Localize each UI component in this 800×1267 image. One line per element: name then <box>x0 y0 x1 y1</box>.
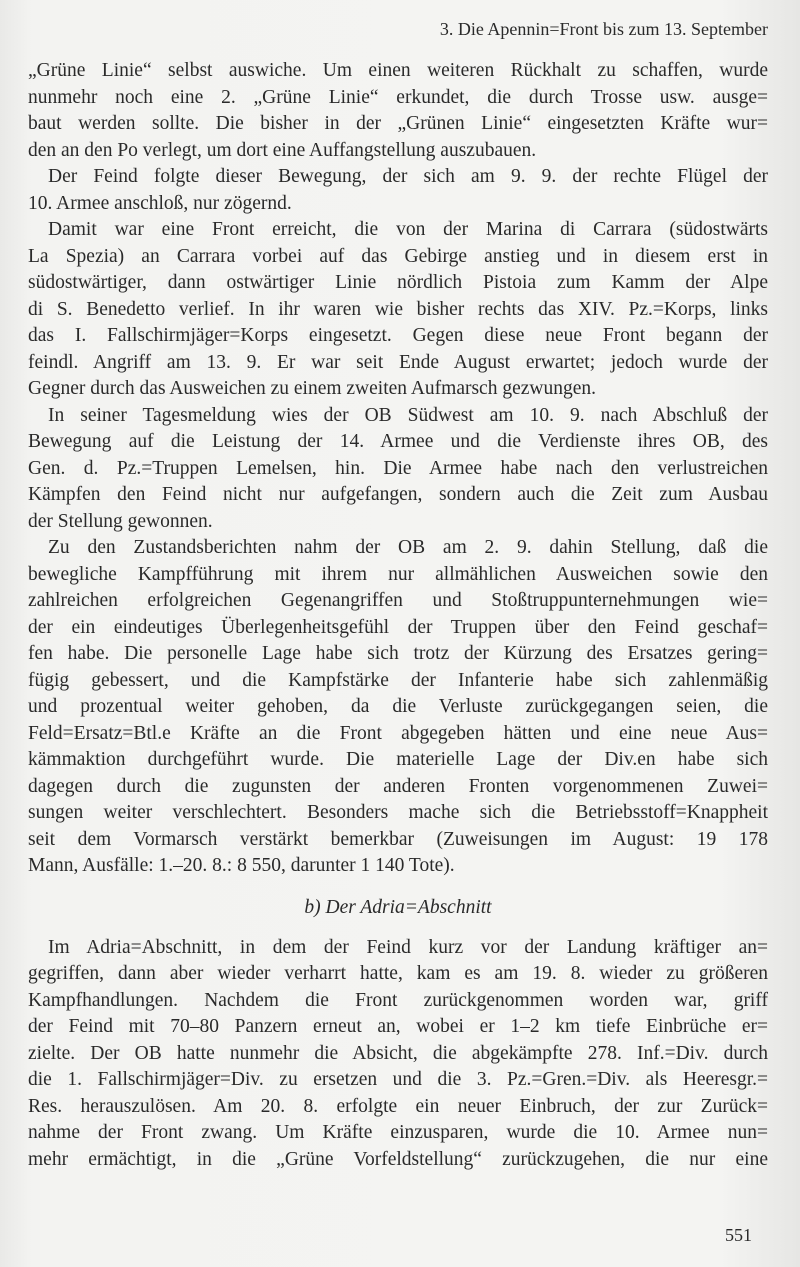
text-line: nahme der Front zwang. Um Kräfte einzusparen, wurde die 10. Armee nun= <box>28 1122 768 1143</box>
text-line: der Stellung gewonnen. <box>28 510 213 532</box>
paragraph <box>28 217 768 403</box>
text-line: Gegner durch das Ausweichen zu einem zweiten Aufmarsch gezwungen. <box>28 378 597 399</box>
text-line: mehr ermächtigt, in die „Grüne Vorfeldstellung“ zurückzugehen, die nur eine <box>28 1148 768 1170</box>
page-number: 551 <box>725 1225 752 1245</box>
text-line: In seiner Tagesmeldung wies der OB Südwest am 10. 9. nach Abschluß der <box>48 404 768 426</box>
text-line: „Grüne Linie“ selbst auswiche. Um einen weiteren Rückhalt zu schaffen, wurde <box>28 60 768 81</box>
text-line: das I. Fallschirmjäger=Korps eingesetzt. Gegen diese neue Front begann der <box>28 325 768 346</box>
text-line: Kämpfen den Feind nicht nur aufgefangen, sondern auch die Zeit zum Ausbau <box>28 484 768 505</box>
text-line: di S. Benedetto verlief. In ihr waren wie bisher rechts das XIV. Pz.=Korps, links <box>28 298 768 320</box>
text-line: sungen weiter verschlechtert. Besonders mache sich die Betriebsstoff=Knappheit <box>28 802 768 823</box>
paragraph <box>28 164 768 217</box>
text-line: Damit war eine Front erreicht, die von der Marina di Carrara (südostwärts <box>48 219 768 240</box>
text-line: fen habe. Die personelle Lage habe sich trotz der Kürzung des Ersatzes gering= <box>28 643 768 664</box>
paragraph <box>28 535 768 880</box>
text-line: La Spezia) an Carrara vorbei auf das Gebirge anstieg und in diesem erst in <box>28 245 768 267</box>
text-line: der Feind mit 70–80 Panzern erneut an, wobei er 1–2 km tiefe Einbrüche er= <box>28 1016 768 1037</box>
text-line: fügig gebessert, und die Kampfstärke der Infanterie habe sich zahlenmäßig <box>28 669 768 691</box>
section-heading: b) Der Adria=Abschnitt <box>304 896 492 918</box>
body-text <box>28 58 768 1173</box>
text-line: Gen. d. Pz.=Truppen Lemelsen, hin. Die Armee habe nach den verlustreichen <box>28 457 768 479</box>
text-line: Res. herauszulösen. Am 20. 8. erfolgte ein neuer Einbruch, der zur Zurück= <box>28 1095 768 1117</box>
text-line: südostwärtiger, dann ostwärtiger Linie nördlich Pistoia zum Kamm der Alpe <box>28 272 768 293</box>
text-line: Zu den Zustandsberichten nahm der OB am 2. 9. dahin Stellung, daß die <box>48 537 768 558</box>
text-line: Im Adria=Abschnitt, in dem der Feind kurz vor der Landung kräftiger an= <box>48 936 768 958</box>
text-line: Feld=Ersatz=Btl.e Kräfte an die Front abgegeben hätten und eine neue Aus= <box>28 722 768 744</box>
text-line: Bewegung auf die Leistung der 14. Armee und die Verdienste ihres OB, des <box>28 431 768 452</box>
text-line: baut werden sollte. Die bisher in der „Grünen Linie“ eingesetzten Kräfte wur= <box>28 113 768 134</box>
running-head: 3. Die Apennin=Front bis zum 13. September <box>439 19 768 39</box>
text-line: zielte. Der OB hatte nunmehr die Absicht, die abgekämpfte 278. Inf.=Div. durch <box>28 1042 768 1064</box>
text-line: bewegliche Kampfführung mit ihrem nur allmählichen Ausweichen sowie den <box>28 563 768 585</box>
text-line: die 1. Fallschirmjäger=Div. zu ersetzen und die 3. Pz.=Gren.=Div. als Heeresgr.= <box>28 1069 768 1090</box>
text-line: gegriffen, dann aber wieder verharrt hatte, kam es am 19. 8. wieder zu größeren <box>28 963 768 984</box>
text-line: feindl. Angriff am 13. 9. Er war seit Ende August erwartet; jedoch wurde der <box>28 351 768 373</box>
paragraph <box>28 935 768 1174</box>
text-line: dagegen durch die zugunsten der anderen Fronten vorgenommenen Zuwei= <box>28 775 768 797</box>
paragraph <box>28 403 768 536</box>
text-line: kämmaktion durchgeführt wurde. Die materielle Lage der Div.en habe sich <box>28 749 768 770</box>
text-line: seit dem Vormarsch verstärkt bemerkbar (Zuweisungen im August: 19 178 <box>28 828 768 850</box>
text-line: 10. Armee anschloß, nur zögernd. <box>28 192 292 214</box>
text-line: nunmehr noch eine 2. „Grüne Linie“ erkundet, die durch Trosse usw. ausge= <box>28 86 768 108</box>
text-line: Kampfhandlungen. Nachdem die Front zurückgenommen worden war, griff <box>28 989 768 1011</box>
paragraph <box>28 58 768 164</box>
text-line: zahlreichen erfolgreichen Gegenangriffen und Stoßtruppunternehmungen wie= <box>28 590 768 611</box>
text-line: den an den Po verlegt, um dort eine Auffangstellung auszubauen. <box>28 139 537 161</box>
text-line: Der Feind folgte dieser Bewegung, der sich am 9. 9. der rechte Flügel der <box>48 166 768 187</box>
text-line: Mann, Ausfälle: 1.–20. 8.: 8 550, darunter 1 140 Tote). <box>28 855 455 876</box>
text-line: und prozentual weiter gehoben, da die Verluste zurückgegangen seien, die <box>28 696 768 717</box>
text-line: der ein eindeutiges Überlegenheitsgefühl der Truppen über den Feind geschaf= <box>28 616 768 638</box>
